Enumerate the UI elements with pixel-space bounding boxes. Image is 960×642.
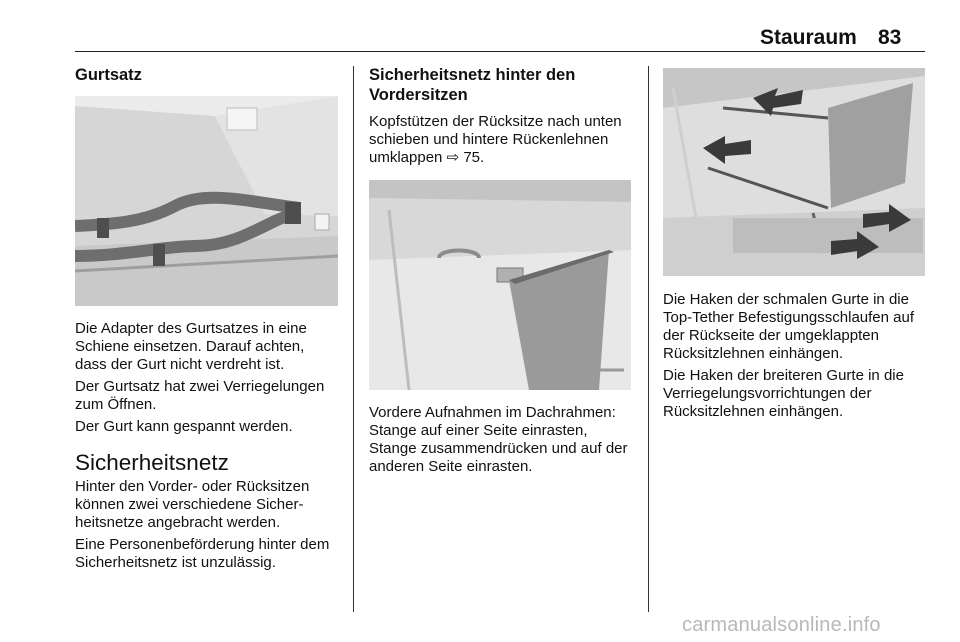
- column-divider-2: [648, 66, 649, 612]
- column-1-heading: Gurtsatz: [75, 66, 142, 84]
- paragraph: Die Adapter des Gurtsatzes in eine Schiene einsetzen. Darauf achten, dass der Gurt nicht verdreht ist.: [75, 320, 307, 373]
- paragraph: Die Haken der breiteren Gurte in die Verriegelungsvorrichtungen der Rücksitzlehnen einhängen.: [663, 367, 904, 420]
- paragraph: [369, 113, 635, 167]
- header-rule: [75, 51, 925, 52]
- paragraph: Der Gurt kann gespannt werden.: [75, 418, 293, 435]
- subsection-heading: Sicherheitsnetz hinter den Vordersitzen: [369, 66, 576, 104]
- belt-kit-illustration: [75, 96, 338, 306]
- roof-frame-net-illustration: [369, 180, 631, 390]
- page-header-title: Stauraum: [760, 26, 857, 49]
- page-reference-icon: ⇨: [446, 149, 460, 166]
- page-number: 83: [878, 26, 902, 49]
- caption: Vordere Aufnahmen im Dachrahmen: Stange auf einer Seite einrasten, Stange zusammendrücken und auf der anderen Seite einrasten.: [369, 404, 628, 475]
- paragraph: Die Haken der schmalen Gurte in die Top-Tether Befestigungsschlaufen auf der Rückseite der umgeklappten Rücksitzlehnen einhängen.: [663, 291, 914, 362]
- paragraph: Hinter den Vorder- oder Rücksitzen können zwei verschiedene Sicherheitsnetze angebracht werden.: [75, 478, 310, 531]
- watermark: carmanualsonline.info: [682, 614, 881, 636]
- rear-seat-net-illustration: [663, 68, 925, 276]
- column-divider-1: [353, 66, 354, 612]
- paragraph: Der Gurtsatz hat zwei Verriegelungen zum Öffnen.: [75, 378, 325, 413]
- paragraph: Eine Personenbeförderung hinter dem Sicherheitsnetz ist unzulässig.: [75, 536, 330, 571]
- intro-text: Kopfstützen der Rücksitze nach unten schieben und hintere Rückenlehnen umklappen: [369, 113, 622, 166]
- page-reference[interactable]: 75.: [463, 149, 485, 166]
- section-heading: Sicherheitsnetz: [75, 450, 229, 475]
